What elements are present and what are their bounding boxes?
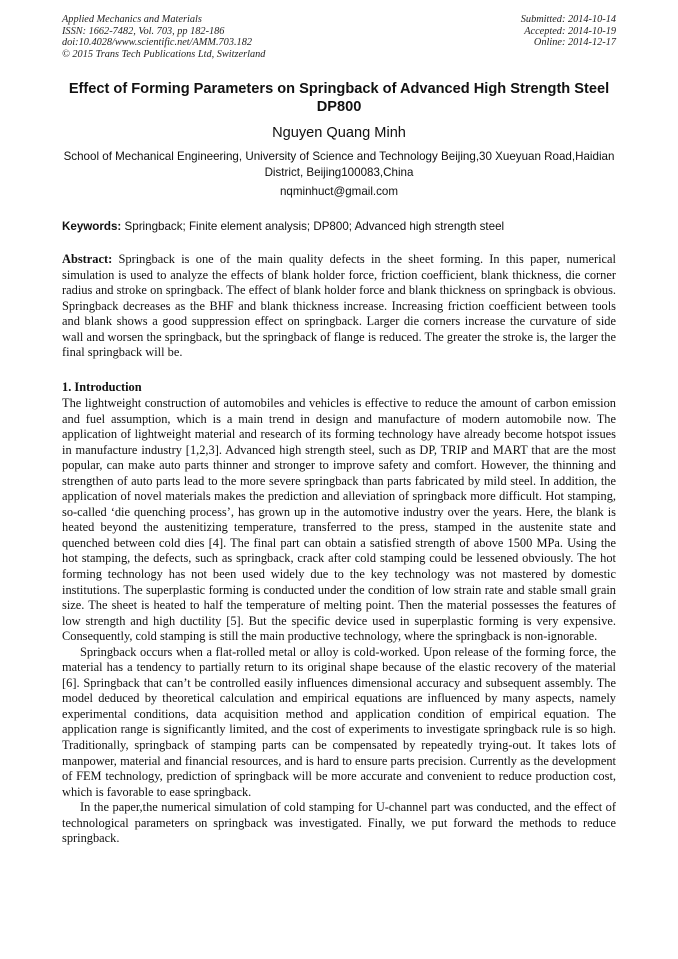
journal-issn: ISSN: 1662-7482, Vol. 703, pp 182-186 — [62, 25, 225, 37]
publication-dates — [416, 14, 616, 49]
abstract-text: Springback is one of the main quality defects in the sheet forming. In this paper, numerical simulation is used to analyze the effects of blank holder force, friction coefficient, blank thickness, die corner radius and stroke on springback. The effect of blank holder force and blank thickness on springback is obvious. Springback decreases as the BHF and blank thickness increase. Increasing friction coefficient between tools and blank shows a good suppression effect on springback. Larger die corners increase the curvature of side wall and worsen the springback, but the springback of flange is reduced. The greater the stroke is, the larger the final springback will be. — [62, 252, 616, 360]
keywords-text: Springback; Finite element analysis; DP800; Advanced high strength steel — [124, 220, 505, 233]
abstract-label: Abstract: — [62, 252, 113, 266]
introduction-body — [62, 396, 616, 847]
accepted-date: Accepted: 2014-10-19 — [524, 25, 616, 37]
journal-copyright: © 2015 Trans Tech Publications Ltd, Switzerland — [62, 48, 266, 60]
online-date: Online: 2014-12-17 — [533, 37, 616, 49]
keywords-label: Keywords: — [62, 220, 122, 233]
paragraph: The lightweight construction of automobiles and vehicles is effective to reduce the amount of carbon emission and fuel assumption, which is a main trend in design and manufacture of modern automobile now. The application of lightweight material and research of its forming technology have already become hotspot issues in manufacture industry [1,2,3]. Advanced high strength steel, such as DP, TRIP and MART that are the most popular, can make auto parts thinner and stronger to improve safety and comfort. However, the thinning and strengthen of auto parts lead to the more severe springback than parts fabricated by mild steel. In addition, the application of novel materials makes the prediction and alleviation of springback more difficult. Hot stamping, so-called ‘die quenching process’, has grown up in the automotive industry over the years. Here, the blank is heated beyond the austenitizing temperature, transferred to the press, stamped in the austenite state and quenched between cold dies [4]. The final part can obtain a satisfied strength of above 1500 MPa. Using the hot stamping, the defects, such as springback, crack after cold stamping could be lessened obviously. The hot forming technology has not been used widely due to the key technology was not mastered by domestic institutions. The superplastic forming is conducted under the condition of low strain rate and stable small grain size. The sheet is heated to half the temperature of melting point. Then the material possesses the features of low strength and high ductility [5]. But the specific device used in superplastic forming is very expensive. Consequently, cold stamping is still the main productive technology, where the springback is non-ignorable. — [62, 396, 616, 644]
submitted-date: Submitted: 2014-10-14 — [520, 14, 616, 25]
author-name: Nguyen Quang Minh — [272, 125, 406, 141]
author-affiliation: School of Mechanical Engineering, University of Science and Technology Beijing,30 Xueyuan Road,Haidian District, Beijing100083,China — [63, 150, 615, 179]
paragraph: Springback occurs when a flat-rolled metal or alloy is cold-worked. Upon release of the forming force, the material has a tendency to partially return to its original shape because of the elastic recovery of the material [6]. Springback that can’t be controlled easily influences dimensional accuracy and subsequent assembly. The model deduced by theoretical calculation and empirical equations are influenced by many aspects, namely experimental conditions, data acquisition method and application condition of empirical equation. The application range is significantly limited, and the cost of experiments to investigate springback rule is so high. Traditionally, springback of stamping parts can be compensated by repeatedly trying-out. It takes lots of manpower, material and financial resources, and is hard to ensure parts precision. Currently as the development of FEM technology, prediction of springback will be more accurate and convenient to reduce production cost, which is favorable to ease springback. — [62, 644, 616, 799]
journal-info — [62, 14, 382, 60]
section-heading-introduction: 1. Introduction — [62, 380, 142, 394]
author-email: nqminhuct@gmail.com — [279, 185, 399, 198]
journal-doi: doi:10.4028/www.scientific.net/AMM.703.182 — [62, 37, 252, 49]
paper-title: Effect of Forming Parameters on Springback of Advanced High Strength Steel DP800 — [68, 81, 610, 115]
keywords — [62, 220, 616, 234]
journal-name: Applied Mechanics and Materials — [62, 14, 202, 25]
abstract — [62, 252, 616, 361]
paragraph: In the paper,the numerical simulation of cold stamping for U-channel part was conducted, and the effect of technological parameters on springback was investigated. Finally, we put forward the methods to reduce springback. — [62, 800, 616, 846]
